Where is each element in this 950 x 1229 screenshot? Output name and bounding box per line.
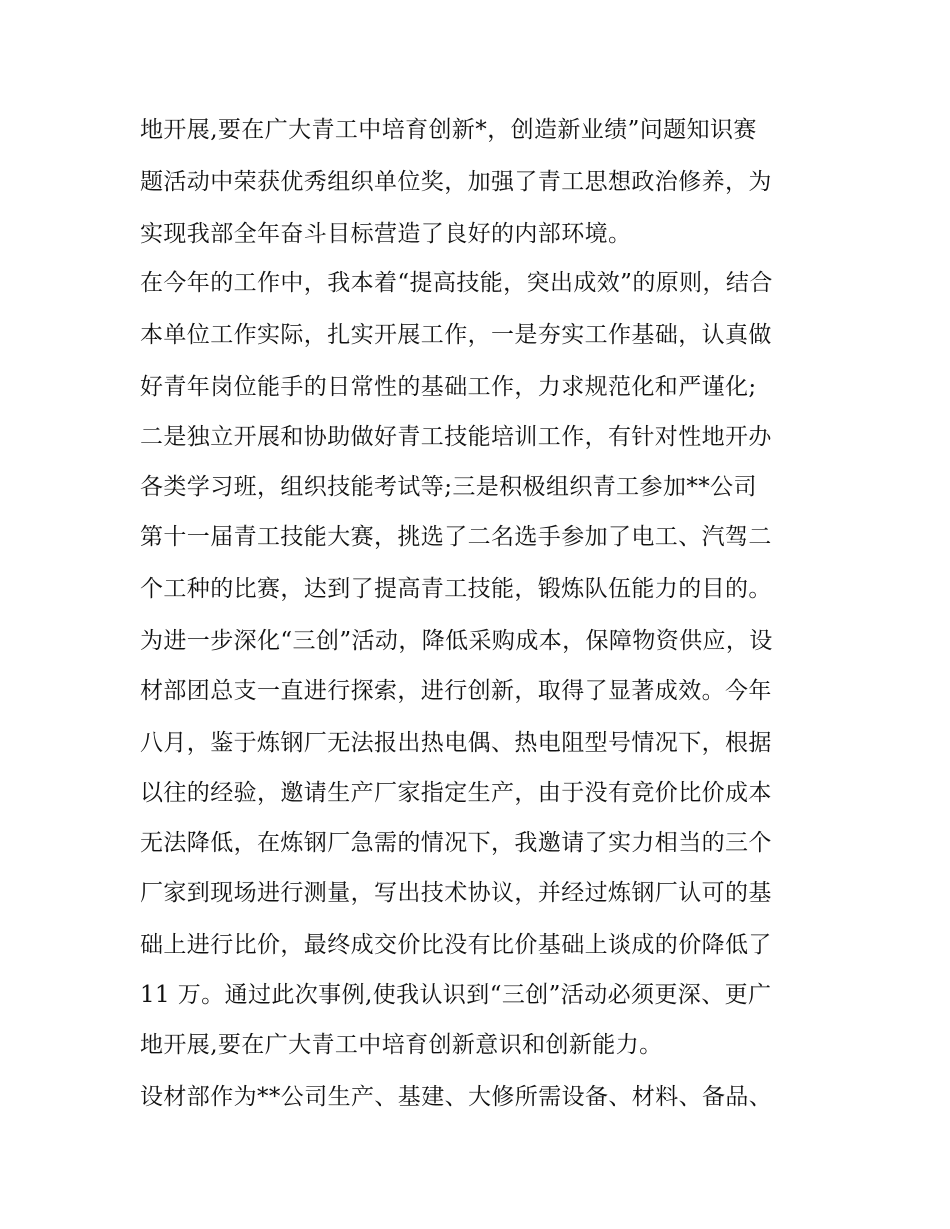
text-line: 地开展,要在广大青工中培育创新意识和创新能力。 bbox=[140, 1032, 663, 1058]
text-line: 个工种的比赛，达到了提高青工技能，锻炼队伍能力的目的。 bbox=[140, 576, 772, 602]
text-line: 础上进行比价，最终成交价比没有比价基础上谈成的价降低了 bbox=[140, 932, 772, 958]
text-line: 以往的经验，邀请生产厂家指定生产，由于没有竞价比价成本 bbox=[140, 780, 772, 806]
text-line: 在今年的工作中，我本着“提高技能，突出成效”的原则，结合 bbox=[140, 270, 773, 296]
text-line: 好青年岗位能手的日常性的基础工作，力求规范化和严谨化; bbox=[140, 374, 757, 400]
text-line: 二是独立开展和协助做好青工技能培训工作，有针对性地开办 bbox=[140, 424, 772, 450]
text-line: 实现我部全年奋斗目标营造了良好的内部环境。 bbox=[140, 221, 632, 247]
text-line: 材部团总支一直进行探索，进行创新，取得了显著成效。今年 bbox=[140, 678, 772, 704]
text-line: 本单位工作实际，扎实开展工作，一是夯实工作基础，认真做 bbox=[140, 322, 772, 348]
text-line: 为进一步深化“三创”活动，降低采购成本，保障物资供应，设 bbox=[140, 628, 773, 654]
text-line: 11 万。通过此次事例,使我认识到“三创”活动必须更深、更广 bbox=[140, 982, 772, 1008]
text-line: 地开展,要在广大青工中培育创新*，创造新业绩”问题知识赛 bbox=[140, 117, 757, 143]
text-line: 厂家到现场进行测量，写出技术协议，并经过炼钢厂认可的基 bbox=[140, 880, 772, 906]
text-line: 无法降低，在炼钢厂急需的情况下，我邀请了实力相当的三个 bbox=[140, 830, 772, 856]
text-line: 各类学习班，组织技能考试等;三是积极组织青工参加**公司 bbox=[140, 474, 757, 500]
text-line: 题活动中荣获优秀组织单位奖，加强了青工思想政治修养，为 bbox=[140, 169, 772, 195]
text-line: 第十一届青工技能大赛，挑选了二名选手参加了电工、汽驾二 bbox=[140, 524, 772, 550]
text-line: 八月，鉴于炼钢厂无法报出热电偶、热电阻型号情况下，根据 bbox=[140, 730, 772, 756]
text-line: 设材部作为**公司生产、基建、大修所需设备、材料、备品、 bbox=[140, 1084, 773, 1110]
